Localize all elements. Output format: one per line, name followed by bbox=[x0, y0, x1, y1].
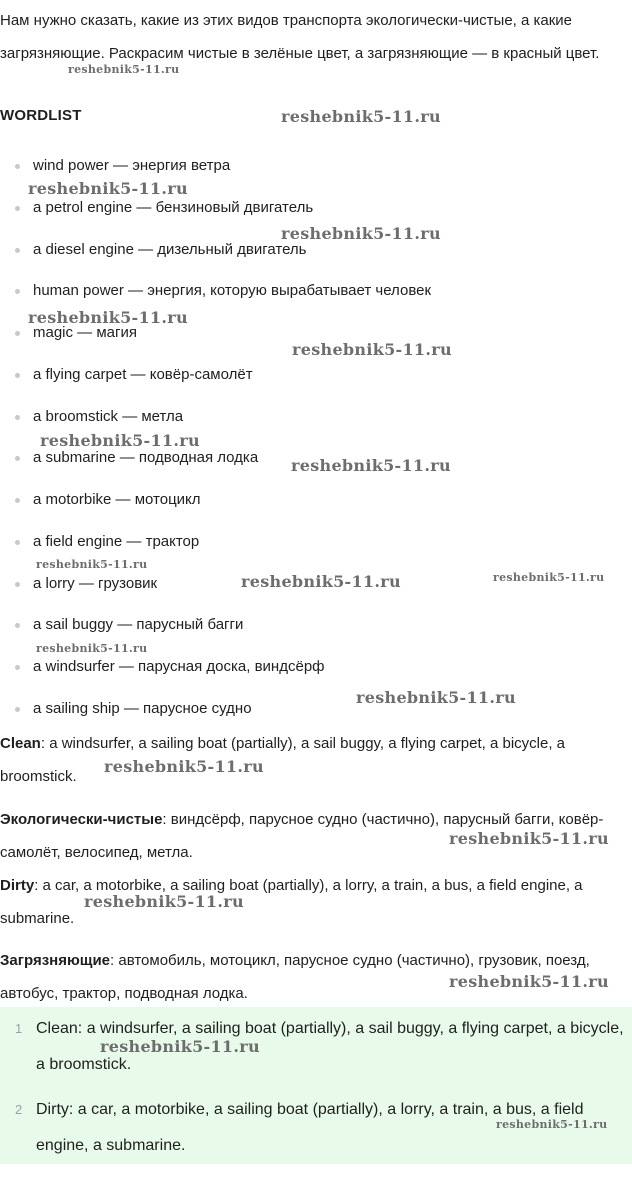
watermark: reshebnik5-11.ru bbox=[36, 558, 148, 571]
list-item: a windsurfer — парусная доска, виндсёрф bbox=[0, 646, 431, 688]
list-item: a submarine — подводная лодка bbox=[0, 437, 431, 479]
eco-label: Экологически-чистые bbox=[0, 811, 163, 828]
list-item: a lorry — грузовик bbox=[0, 563, 431, 605]
dirty-label: Dirty bbox=[0, 877, 35, 894]
list-item: a petrol engine — бензиновый двигатель bbox=[0, 187, 431, 229]
watermark: reshebnik5-11.ru bbox=[281, 107, 441, 126]
list-item: wind power — энергия ветра bbox=[0, 145, 431, 187]
watermark: reshebnik5-11.ru bbox=[292, 340, 452, 359]
list-item: a motorbike — мотоцикл bbox=[0, 479, 431, 521]
polluting-label: Загрязняющие bbox=[0, 952, 111, 969]
watermark: reshebnik5-11.ru bbox=[449, 972, 609, 991]
watermark: reshebnik5-11.ru bbox=[100, 1037, 260, 1056]
answer-number: 2 bbox=[15, 1102, 23, 1117]
clean-text: : a windsurfer, a sailing boat (partially), a sail buggy, a flying carpet, a bicycle, a broomstick. bbox=[0, 735, 566, 785]
watermark: reshebnik5-11.ru bbox=[496, 1118, 608, 1131]
list-item: a flying carpet — ковёр-самолёт bbox=[0, 354, 431, 396]
list-item: a sailing ship — парусное судно bbox=[0, 688, 431, 730]
watermark: reshebnik5-11.ru bbox=[40, 431, 200, 450]
watermark: reshebnik5-11.ru bbox=[104, 757, 264, 776]
watermark: reshebnik5-11.ru bbox=[36, 642, 148, 655]
answer-text: Dirty: a car, a motorbike, a sailing boat (partially), a lorry, a train, a bus, a field engine, a submarine. bbox=[36, 1101, 584, 1154]
list-item: a field engine — трактор bbox=[0, 521, 431, 563]
eco-text: : виндсёрф, парусное судно (частично), парусный багги, ковёр-самолёт, велосипед, метла. bbox=[0, 811, 604, 861]
watermark: reshebnik5-11.ru bbox=[28, 308, 188, 327]
answer-number: 1 bbox=[15, 1021, 23, 1036]
watermark: reshebnik5-11.ru bbox=[493, 571, 605, 584]
answer-box bbox=[0, 1007, 632, 1164]
answer-text: Clean: a windsurfer, a sailing boat (partially), a sail buggy, a flying carpet, a bicycle, a broomstick. bbox=[36, 1020, 624, 1073]
watermark: reshebnik5-11.ru bbox=[291, 456, 451, 475]
list-item: magic — магия bbox=[0, 312, 431, 354]
watermark: reshebnik5-11.ru bbox=[28, 179, 188, 198]
watermark: reshebnik5-11.ru bbox=[449, 829, 609, 848]
list-item: a sail buggy — парусный багги bbox=[0, 604, 431, 646]
list-item: a broomstick — метла bbox=[0, 396, 431, 438]
watermark: reshebnik5-11.ru bbox=[356, 688, 516, 707]
wordlist-heading: WORDLIST bbox=[0, 107, 82, 124]
list-item: human power — энергия, которую вырабатывает человек bbox=[0, 270, 431, 312]
list-item: a diesel engine — дизельный двигатель bbox=[0, 229, 431, 271]
clean-label: Clean bbox=[0, 735, 41, 752]
clean-paragraph bbox=[0, 727, 630, 793]
watermark: reshebnik5-11.ru bbox=[241, 572, 401, 591]
watermark: reshebnik5-11.ru bbox=[84, 892, 244, 911]
watermark: reshebnik5-11.ru bbox=[281, 224, 441, 243]
dirty-text: : a car, a motorbike, a sailing boat (partially), a lorry, a train, a bus, a field engine, a submarine. bbox=[0, 877, 583, 927]
watermark: reshebnik5-11.ru bbox=[68, 63, 180, 76]
polluting-text: : автомобиль, мотоцикл, парусное судно (частично), грузовик, поезд, автобус, трактор, подводная лодка. bbox=[0, 952, 590, 1002]
intro-text: Нам нужно сказать, какие из этих видов транспорта экологически-чистые, а какие загрязняющие. Раскрасим чистые в зелёные цвет, а загрязняющие — в красный цвет. bbox=[0, 12, 600, 62]
